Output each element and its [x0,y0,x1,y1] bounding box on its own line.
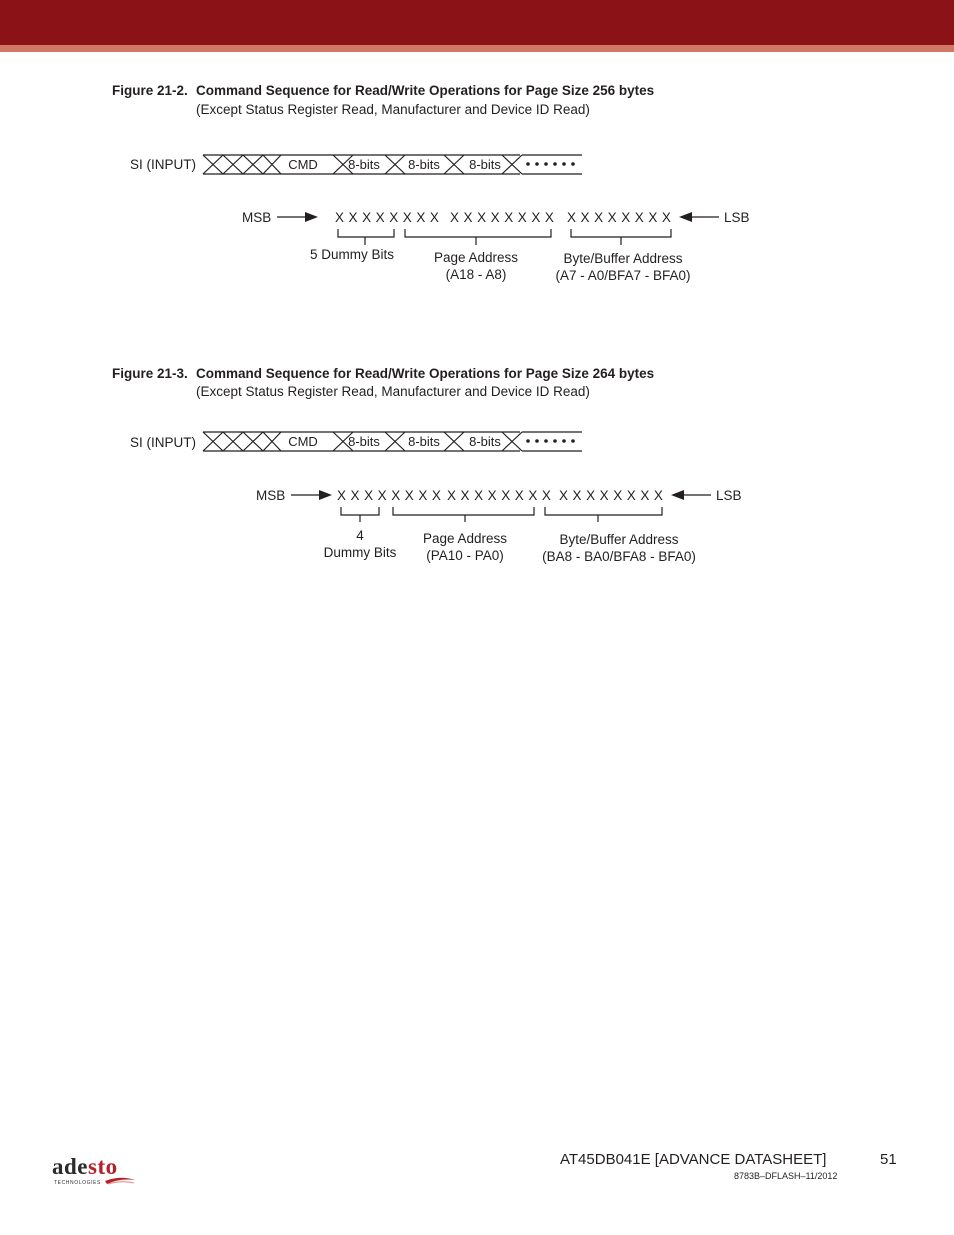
byte-address-label: Byte/Buffer Address [563,251,683,266]
bit-group-byte: X X X X X X X X [559,488,664,503]
byte-address-range: (A7 - A0/BFA7 - BFA0) [555,268,691,283]
lsb-arrow [679,212,719,222]
segment-8bits: 8-bits [408,157,440,172]
segment-8bits: 8-bits [408,434,440,449]
footer-revision: 8783B–DFLASH–11/2012 [734,1171,838,1181]
dummy-bits-label: 5 Dummy Bits [309,247,395,262]
segment-8bits: 8-bits [469,157,501,172]
lsb-arrow [671,490,711,500]
msb-arrow [291,490,332,500]
header-bar [0,0,954,45]
segment-cmd: CMD [288,157,318,172]
segment-8bits: 8-bits [469,434,501,449]
msb-arrow [277,212,318,222]
si-waveform [203,155,582,174]
segment-8bits: 8-bits [348,157,380,172]
byte-address-range: (BA8 - BA0/BFA8 - BFA0) [542,549,696,564]
figure-1-title [112,83,654,98]
bit-group-page: X X X X X X X X [447,488,552,503]
footer-page-number: 51 [880,1151,897,1168]
page-address-label: Page Address [433,250,519,265]
logo-swoosh-icon [104,1176,136,1186]
msb-label: MSB [242,210,272,225]
segment-cmd: CMD [288,434,318,449]
bit-group-page: X X X X X X X X [450,210,555,225]
adesto-logo [52,1154,136,1188]
segment-8bits: 8-bits [348,434,380,449]
continuation-dots [526,162,575,166]
logo-subtext: TECHNOLOGIES [54,1180,101,1186]
bit-group-dummy: X X X X X X X X [335,210,440,225]
page-address-label: Page Address [422,531,508,546]
dummy-bits-count: 4 [356,528,364,543]
brackets [338,229,671,245]
continuation-dots [526,439,575,443]
bit-group-byte: X X X X X X X X [567,210,672,225]
dummy-bits-label: Dummy Bits [323,545,397,560]
brackets [341,507,662,522]
si-input-label: SI (INPUT) [130,435,196,450]
msb-label: MSB [256,488,286,503]
lsb-label: LSB [724,210,750,225]
page-address-range: (PA10 - PA0) [426,548,504,563]
bit-group-dummy: X X X X X X X X [337,488,442,503]
figure-2-title-text: Command Sequence for Read/Write Operations for Page Size 264 bytes [196,366,655,381]
figure-1-subtitle: (Except Status Register Read, Manufacturer and Device ID Read) [196,102,590,117]
si-waveform [203,432,582,451]
lsb-label: LSB [716,488,742,503]
figure-2-diagram [0,418,954,578]
byte-address-label: Byte/Buffer Address [559,532,679,547]
figure-2-subtitle: (Except Status Register Read, Manufacturer and Device ID Read) [196,384,590,399]
figure-2-number: Figure 21-3. [112,366,188,381]
figure-1-diagram [0,140,954,300]
figure-2-title [112,366,654,381]
page-address-range: (A18 - A8) [445,267,507,282]
figure-1-number: Figure 21-2. [112,83,188,98]
figure-1-title-text: Command Sequence for Read/Write Operations for Page Size 256 bytes [196,83,655,98]
footer-document-title: AT45DB041E [ADVANCE DATASHEET] [560,1151,827,1168]
header-stripe [0,45,954,52]
logo-wordmark: adesto [52,1154,118,1179]
si-input-label: SI (INPUT) [130,157,196,172]
